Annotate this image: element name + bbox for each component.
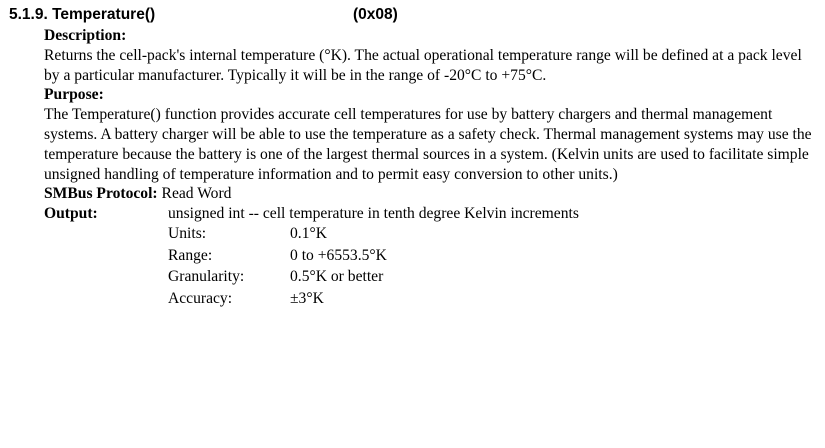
spec-key: Accuracy: (168, 289, 233, 307)
spec-row-granularity (168, 267, 814, 289)
protocol-value: Read Word (161, 185, 232, 203)
purpose-label: Purpose: (44, 86, 104, 104)
spec-key: Granularity: (168, 268, 245, 286)
section-title: 5.1.9. Temperature() (9, 6, 156, 23)
command-code: (0x08) (353, 6, 398, 23)
spec-value: 0 to +6553.5°K (290, 246, 387, 264)
output-label: Output: (44, 205, 98, 223)
section-body (44, 26, 814, 310)
description-label: Description: (44, 27, 127, 44)
output-spec-table (168, 224, 814, 310)
output-description: unsigned int -- cell temperature in tenth degree Kelvin increments (168, 205, 579, 223)
output-line (44, 204, 814, 224)
spec-row-units (168, 224, 814, 246)
protocol-label: SMBus Protocol: (44, 185, 158, 203)
description-text: Returns the cell-pack's internal temperature (°K). The actual operational temperature range will be defined at a pack level by a particular manufacturer. Typically it will be in the range of -20°C to +75°C. (44, 46, 802, 84)
spec-value: 0.1°K (290, 225, 327, 243)
purpose-text: The Temperature() function provides accurate cell temperatures for use by battery chargers and thermal management systems. A battery charger will be able to use the temperature as a safety check. Thermal management systems may use the temperature because the battery is one of the largest thermal sources in a system. (Kelvin units are used to facilitate simple unsigned handling of temperature information and to permit easy conversion to other units.) (44, 106, 812, 183)
spec-key: Units: (168, 225, 207, 243)
protocol-line (44, 184, 814, 204)
spec-row-range (168, 246, 814, 268)
spec-value: ±3°K (290, 289, 324, 307)
section-heading (9, 6, 398, 24)
spec-row-accuracy (168, 289, 814, 311)
spec-key: Range: (168, 246, 213, 264)
spec-value: 0.5°K or better (290, 268, 384, 286)
